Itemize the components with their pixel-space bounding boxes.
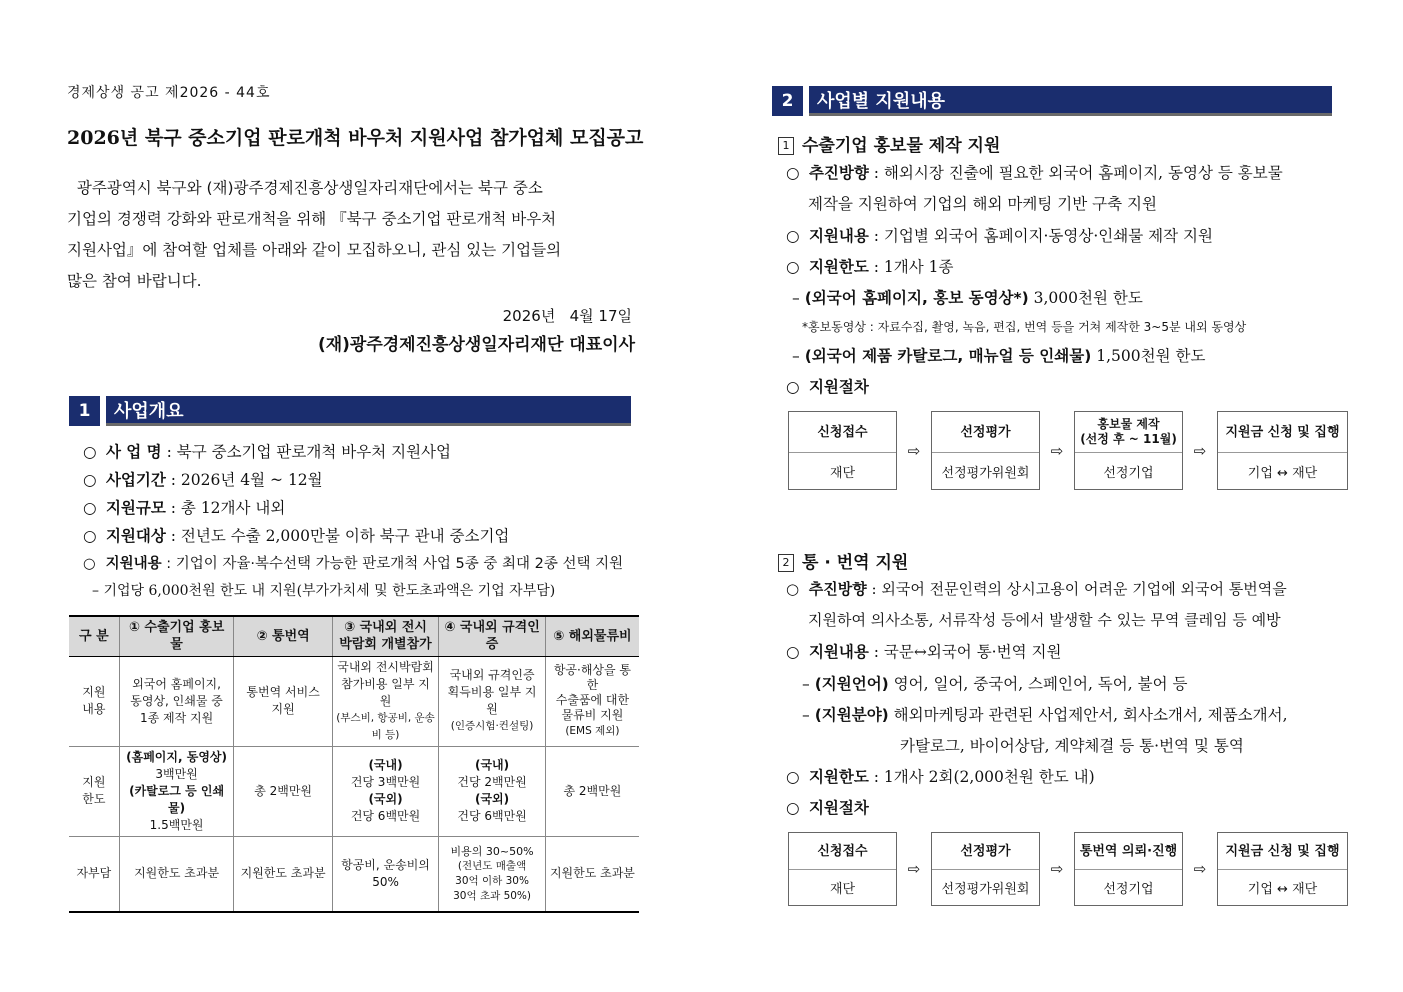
subsection-title bbox=[778, 131, 1000, 156]
cell-text: 1.5백만원 bbox=[149, 817, 204, 832]
section-number: 1 bbox=[69, 396, 100, 426]
step-title: 통번역 의뢰·진행 bbox=[1075, 833, 1182, 870]
cell-text: (카탈로그 등 인쇄물) bbox=[129, 783, 225, 815]
item-label: 지원내용 bbox=[105, 556, 162, 572]
subsection-title bbox=[778, 548, 908, 573]
row-head: 지원 내용 bbox=[69, 656, 119, 746]
bullet-icon: ○ bbox=[83, 527, 97, 545]
item-label: 지원내용 bbox=[808, 643, 869, 661]
table-cell bbox=[439, 836, 546, 912]
table-header: ② 통번역 bbox=[234, 616, 332, 656]
dash-icon: – bbox=[792, 289, 800, 307]
dash-icon: – bbox=[802, 675, 810, 693]
subsection-label: 수출기업 홍보물 제작 지원 bbox=[802, 136, 1001, 156]
bullet-icon: ○ bbox=[83, 499, 97, 517]
item-label: 지원한도 bbox=[808, 258, 869, 276]
row-head: 지원 한도 bbox=[69, 746, 119, 836]
step-owner: 재단 bbox=[829, 465, 856, 481]
item-label: 지원한도 bbox=[808, 768, 869, 786]
cell-text: (전년도 매출액 bbox=[457, 859, 527, 872]
detail-continuation: 카탈로그, 바이어상담, 계약체결 등 통·번역 및 통역 bbox=[900, 737, 1244, 755]
flow-step bbox=[931, 411, 1040, 490]
intro-paragraph bbox=[67, 173, 639, 297]
item-label: 추진방향 bbox=[808, 580, 867, 598]
detail-continuation: 지원하여 의사소통, 서류작성 등에서 발생할 수 있는 무역 클레임 등 예방 bbox=[808, 611, 1281, 629]
cell-text: 항공·해상을 통한 수출품에 대한 물류비 지원 bbox=[553, 662, 632, 722]
cell-text: 건당 6백만원 bbox=[457, 809, 527, 823]
bullet-icon: ○ bbox=[786, 378, 800, 396]
section-title: 사업개요 bbox=[106, 396, 631, 426]
detail-item bbox=[786, 578, 1287, 599]
item-label: 지원절차 bbox=[808, 799, 869, 817]
cell-text: 30억 초과 50%) bbox=[453, 889, 532, 902]
limit-label: (지원언어) bbox=[814, 675, 889, 693]
table-cell: 지원한도 초과분 bbox=[119, 836, 234, 912]
flow-step bbox=[1217, 832, 1348, 906]
item-text: : 해외시장 진출에 필요한 외국어 홈페이지, 동영상 등 홍보물 bbox=[868, 164, 1283, 182]
limit-item bbox=[802, 703, 1288, 725]
arrow-right-icon: ⇨ bbox=[907, 441, 921, 460]
dash-icon: – bbox=[802, 706, 810, 724]
step-title: 신청접수 bbox=[789, 412, 896, 453]
limit-item bbox=[802, 672, 1187, 694]
flow-step bbox=[1074, 411, 1183, 490]
step-title: 지원금 신청 및 집행 bbox=[1218, 412, 1347, 453]
bullet-icon: ○ bbox=[83, 556, 96, 572]
item-label: 사업기간 bbox=[105, 471, 166, 489]
table-cell: 총 2백만원 bbox=[545, 746, 639, 836]
limit-text: 1,500천원 한도 bbox=[1091, 347, 1206, 365]
step-owner: 재단 bbox=[829, 882, 856, 897]
item-text: : 총 12개사 내외 bbox=[165, 499, 286, 517]
arrow-right-icon: ⇨ bbox=[1050, 441, 1064, 460]
row-head: 자부담 bbox=[69, 836, 119, 912]
bullet-icon: ○ bbox=[786, 258, 800, 276]
limit-text: 영어, 일어, 중국어, 스페인어, 독어, 불어 등 bbox=[888, 675, 1188, 693]
item-label: 지원내용 bbox=[808, 227, 869, 245]
limit-item bbox=[792, 344, 1205, 366]
table-cell: 통번역 서비스 지원 bbox=[234, 656, 332, 746]
table-cell: 항공비, 운송비의 50% bbox=[332, 836, 439, 912]
cell-text: (국외) bbox=[368, 792, 403, 806]
dash-icon: – bbox=[792, 347, 800, 365]
cell-text: (국외) bbox=[474, 792, 510, 806]
table-header: ① 수출기업 홍보물 bbox=[119, 616, 234, 656]
procedure-label bbox=[786, 375, 869, 397]
step-title: 홍보물 제작 (선정 후 ~ 11월) bbox=[1075, 412, 1182, 453]
cell-text: 국내외 전시박람회 참가비용 일부 지원 bbox=[337, 659, 434, 708]
procedure-flow bbox=[788, 832, 1348, 906]
subsection-label: 통 · 번역 지원 bbox=[802, 553, 909, 573]
section-title: 사업별 지원내용 bbox=[809, 86, 1332, 116]
overview-item bbox=[83, 552, 623, 573]
flow-step bbox=[1074, 832, 1183, 906]
cell-note: (부스비, 항공비, 운송비 등) bbox=[336, 711, 435, 741]
table-cell bbox=[439, 656, 546, 746]
bullet-icon: ○ bbox=[786, 768, 800, 786]
cell-text: 국내외 규격인증 획득비용 일부 지원 bbox=[447, 668, 537, 716]
table-cell: 지원한도 초과분 bbox=[545, 836, 639, 912]
limit-text: 3,000천원 한도 bbox=[1028, 289, 1143, 307]
section-header bbox=[69, 396, 631, 426]
table-cell bbox=[332, 656, 439, 746]
detail-item bbox=[786, 161, 1283, 183]
cell-text: (홈페이지, 동영상) bbox=[126, 749, 227, 764]
procedure-flow bbox=[788, 411, 1348, 490]
table-cell bbox=[332, 746, 439, 836]
cell-text: 건당 3백만원 bbox=[350, 775, 421, 789]
arrow-right-icon: ⇨ bbox=[1050, 860, 1064, 878]
cell-text: 3백만원 bbox=[155, 766, 198, 781]
item-label: 지원대상 bbox=[105, 527, 166, 545]
detail-item bbox=[786, 765, 1095, 787]
item-label: 지원절차 bbox=[808, 378, 869, 396]
cell-text: (국내) bbox=[368, 758, 403, 772]
cell-text: 30억 이하 30% bbox=[455, 874, 529, 887]
detail-item bbox=[786, 255, 954, 277]
step-title: 신청접수 bbox=[789, 833, 896, 870]
procedure-label bbox=[786, 796, 869, 818]
step-owner: 기업 ↔ 재단 bbox=[1247, 882, 1318, 897]
step-owner: 선정평가위원회 bbox=[941, 882, 1030, 897]
bullet-icon: ○ bbox=[786, 227, 800, 245]
detail-continuation: 제작을 지원하여 기업의 해외 마케팅 기반 구축 지원 bbox=[808, 195, 1157, 213]
step-owner: 선정기업 bbox=[1103, 882, 1154, 897]
limit-text: 해외마케팅과 관련된 사업제안서, 회사소개서, 제품소개서, bbox=[888, 706, 1288, 724]
flow-step bbox=[931, 832, 1040, 906]
overview-item bbox=[83, 468, 323, 490]
cell-text: (국내) bbox=[474, 758, 510, 772]
cell-note: (인증시험·컨설팅) bbox=[450, 720, 534, 732]
issuer: (재)광주경제진흥상생일자리재단 대표이사 bbox=[317, 335, 635, 355]
section-number: 2 bbox=[772, 86, 803, 116]
cell-text: 비용의 30~50% bbox=[450, 844, 534, 858]
table-header: ④ 국내외 규격인증 bbox=[439, 616, 546, 656]
arrow-right-icon: ⇨ bbox=[907, 860, 921, 878]
bullet-icon: ○ bbox=[83, 443, 97, 461]
bullet-icon: ○ bbox=[786, 799, 800, 817]
table-cell bbox=[439, 746, 546, 836]
table-cell: 외국어 홈페이지, 동영상, 인쇄물 중 1종 제작 지원 bbox=[119, 656, 234, 746]
cell-text: 건당 6백만원 bbox=[350, 809, 421, 823]
bullet-icon: ○ bbox=[786, 580, 800, 598]
detail-item bbox=[786, 224, 1213, 246]
section-header bbox=[772, 86, 1332, 116]
table-cell: 지원한도 초과분 bbox=[234, 836, 332, 912]
support-table bbox=[69, 615, 639, 913]
item-label: 지원규모 bbox=[105, 499, 166, 517]
intro-line: 기업의 경쟁력 강화와 판로개척을 위해 『북구 중소기업 판로개척 바우처 bbox=[67, 210, 557, 228]
table-header: ⑤ 해외물류비 bbox=[545, 616, 639, 656]
limit-item bbox=[792, 286, 1143, 308]
item-text: : 전년도 수출 2,000만불 이하 북구 관내 중소기업 bbox=[165, 527, 510, 545]
limit-label: (외국어 제품 카탈로그, 매뉴얼 등 인쇄물) bbox=[804, 347, 1092, 365]
intro-line: 지원사업』에 참여할 업체를 아래와 같이 모집하오니, 관심 있는 기업들의 bbox=[67, 241, 562, 259]
table-cell bbox=[545, 656, 639, 746]
overview-item bbox=[83, 524, 509, 546]
table-row bbox=[69, 656, 639, 746]
item-text: : 기업별 외국어 홈페이지·동영상·인쇄물 제작 지원 bbox=[868, 227, 1213, 245]
cell-note: (EMS 제외) bbox=[565, 724, 620, 737]
footnote: *홍보동영상 : 자료수집, 촬영, 녹음, 편집, 번역 등을 거쳐 제작한 3~5분 내외 동영상 bbox=[802, 320, 1247, 334]
page-title: 2026년 북구 중소기업 판로개척 바우처 지원사업 참가업체 모집공고 bbox=[67, 127, 644, 149]
limit-label: (지원분야) bbox=[814, 706, 889, 724]
item-label: 사 업 명 bbox=[105, 443, 162, 461]
bullet-icon: ○ bbox=[83, 471, 97, 489]
item-text: : 기업이 자율·복수선택 가능한 판로개척 사업 5종 중 최대 2종 선택 지원 bbox=[161, 556, 624, 572]
notice-number: 경제상생 공고 제2026 - 44호 bbox=[67, 85, 271, 101]
item-text: : 1개사 1종 bbox=[868, 258, 954, 276]
intro-line: 광주광역시 북구와 (재)광주경제진흥상생일자리재단에서는 북구 중소 bbox=[67, 179, 543, 197]
table-cell bbox=[119, 746, 234, 836]
arrow-right-icon: ⇨ bbox=[1193, 860, 1207, 878]
table-header: ③ 국내외 전시 박람회 개별참가 bbox=[332, 616, 439, 656]
arrow-right-icon: ⇨ bbox=[1193, 441, 1207, 460]
detail-item bbox=[786, 640, 1061, 662]
table-row bbox=[69, 746, 639, 836]
item-text: : 북구 중소기업 판로개척 바우처 지원사업 bbox=[161, 443, 451, 461]
intro-line: 많은 참여 바랍니다. bbox=[67, 272, 202, 290]
bullet-icon: ○ bbox=[786, 643, 800, 661]
limit-label: (외국어 홈페이지, 홍보 동영상*) bbox=[804, 289, 1029, 307]
cell-text: 건당 2백만원 bbox=[457, 775, 527, 789]
subsection-number: 2 bbox=[778, 554, 794, 572]
item-text: : 국문↔외국어 통·번역 지원 bbox=[868, 643, 1062, 661]
step-owner: 선정평가위원회 bbox=[941, 465, 1030, 481]
bullet-icon: ○ bbox=[786, 164, 800, 182]
step-title: 지원금 신청 및 집행 bbox=[1218, 833, 1347, 870]
item-text: : 1개사 2회(2,000천원 한도 내) bbox=[868, 768, 1095, 786]
overview-item bbox=[83, 440, 451, 462]
table-cell: 총 2백만원 bbox=[234, 746, 332, 836]
notice-date: 2026년 4월 17일 bbox=[502, 307, 632, 325]
step-owner: 선정기업 bbox=[1103, 465, 1154, 481]
step-title: 선정평가 bbox=[932, 412, 1039, 453]
table-header: 구 분 bbox=[69, 616, 119, 656]
table-row bbox=[69, 836, 639, 912]
overview-subnote: – 기업당 6,000천원 한도 내 지원(부가가치세 및 한도초과액은 기업 자부담) bbox=[92, 583, 556, 599]
item-text: : 외국어 전문인력의 상시고용이 어려운 기업에 외국어 통번역을 bbox=[866, 580, 1287, 598]
step-title: 선정평가 bbox=[932, 833, 1039, 870]
item-text: : 2026년 4월 ~ 12월 bbox=[165, 471, 323, 489]
flow-step bbox=[1217, 411, 1348, 490]
item-label: 추진방향 bbox=[808, 164, 869, 182]
flow-step bbox=[788, 411, 897, 490]
subsection-number: 1 bbox=[778, 137, 794, 155]
flow-step bbox=[788, 832, 897, 906]
step-owner: 기업 ↔ 재단 bbox=[1247, 465, 1318, 481]
overview-item bbox=[83, 496, 285, 518]
